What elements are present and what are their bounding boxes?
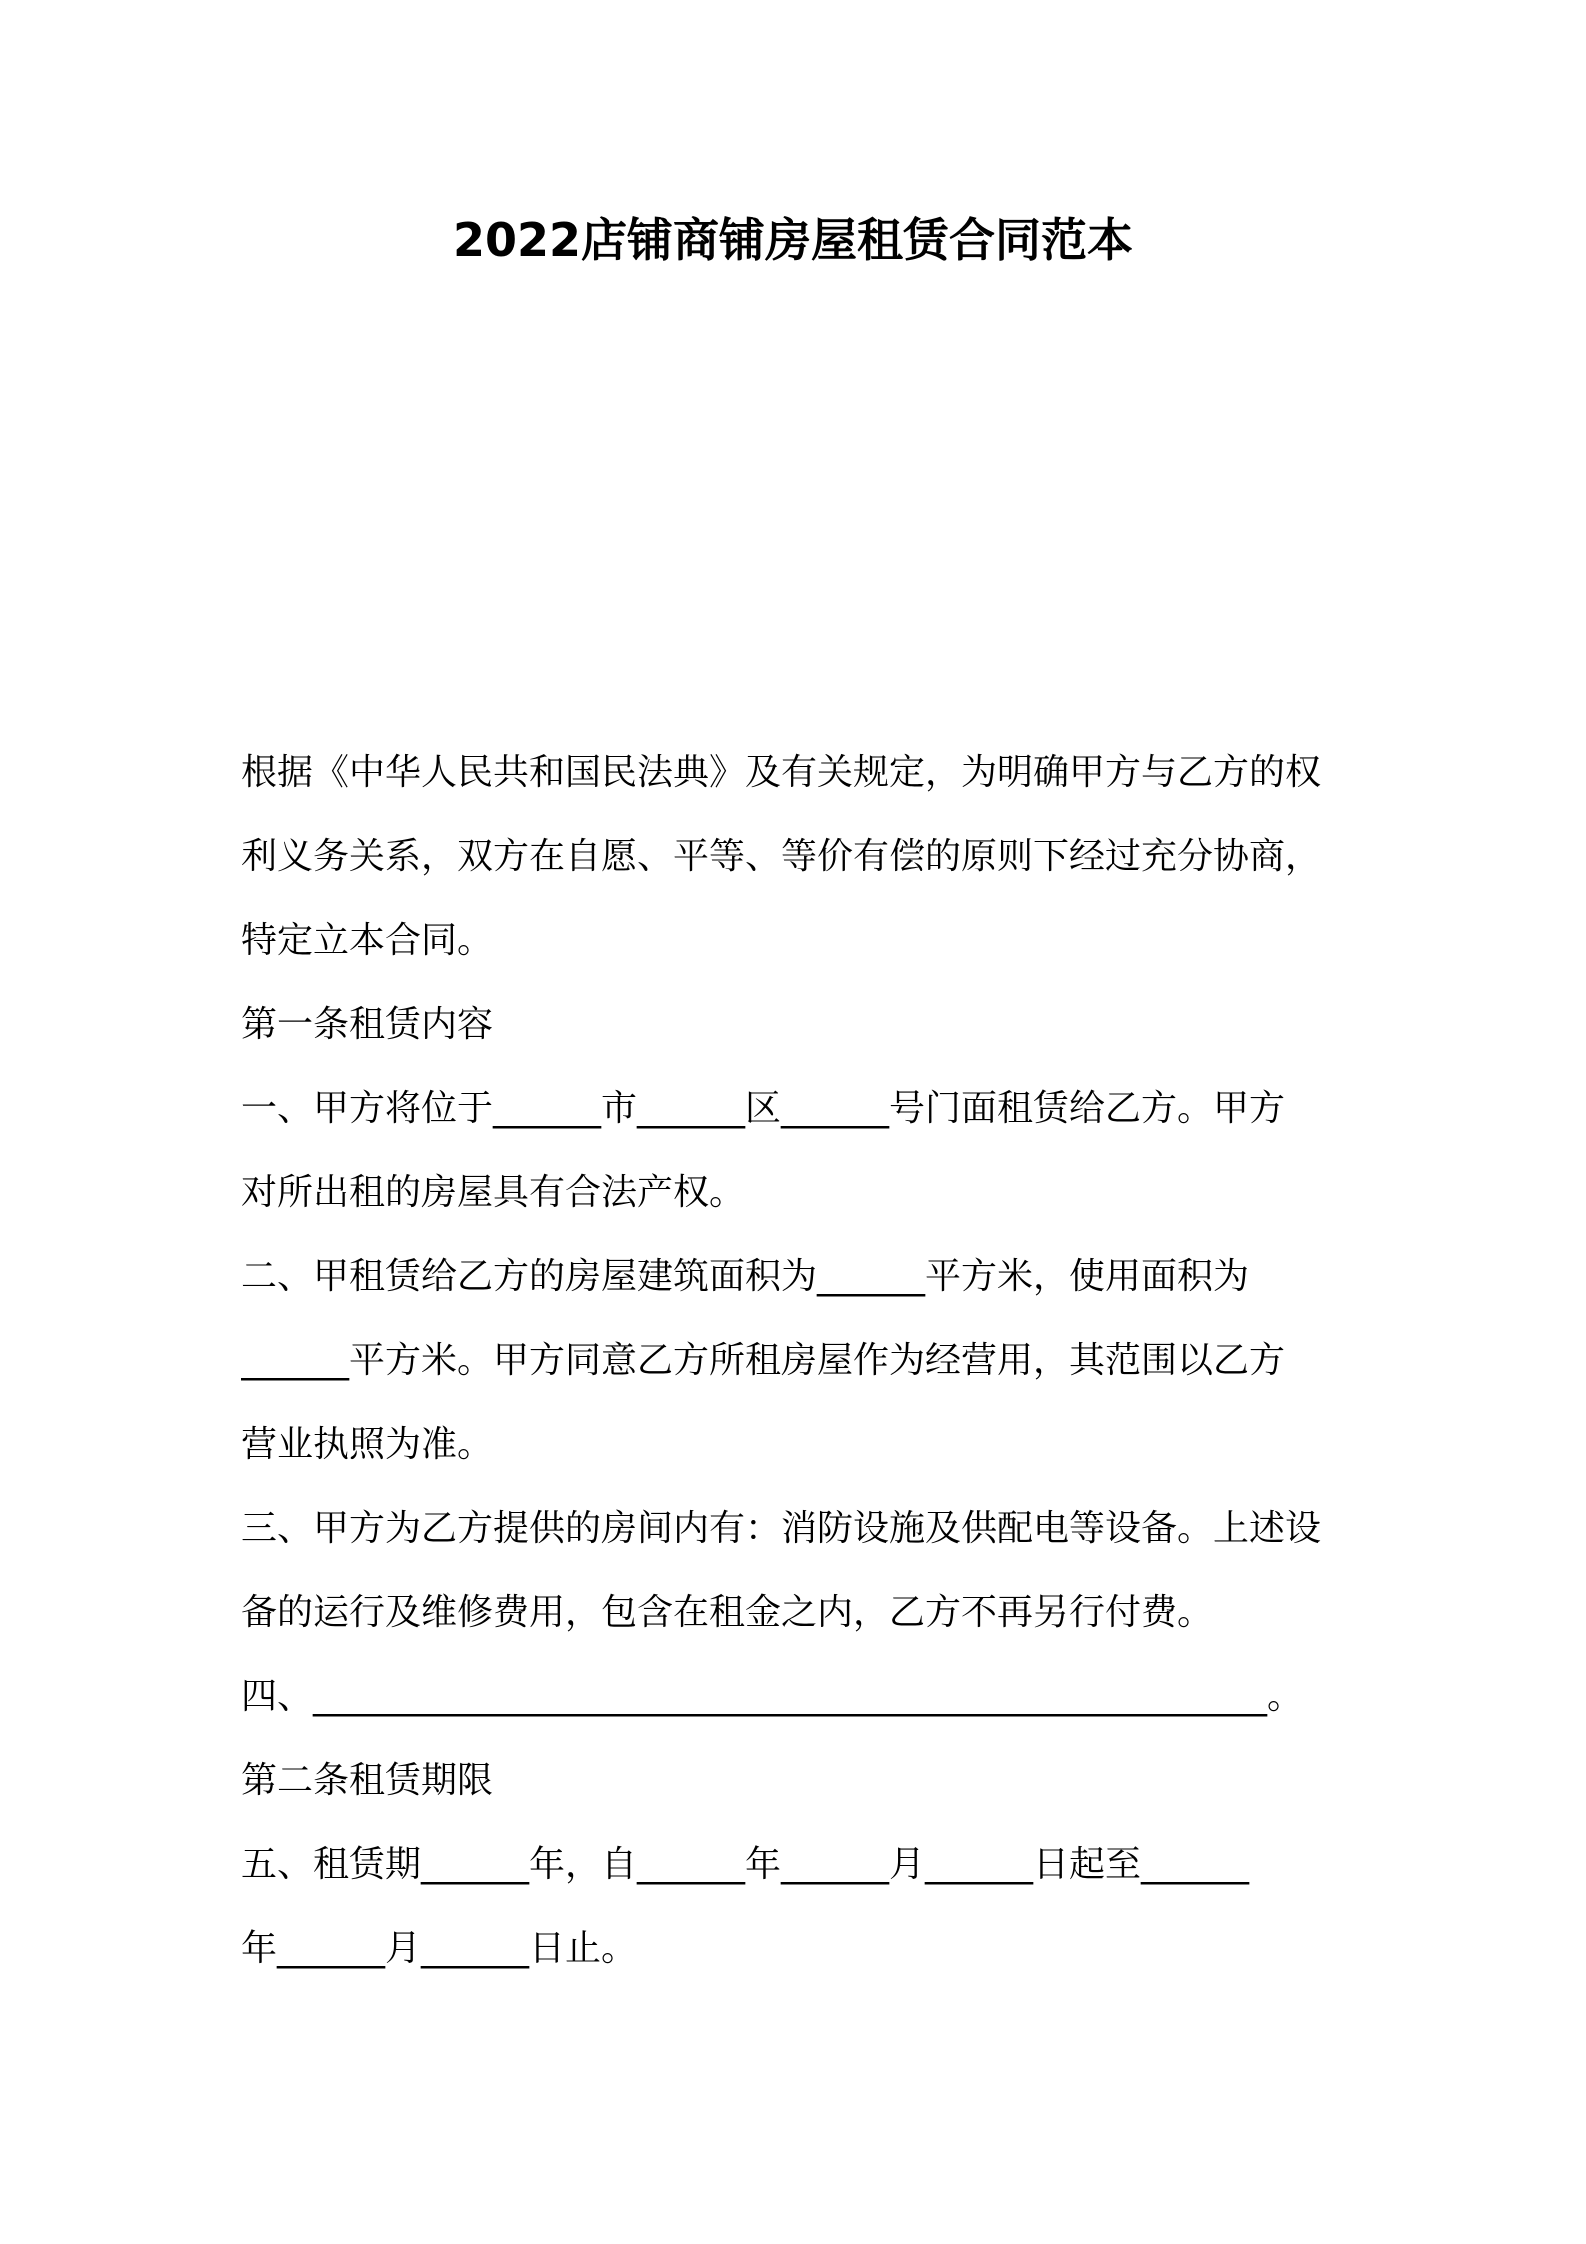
clause2-line-3: 营业执照为准。 <box>241 1424 494 1465</box>
clause5-line-1: 五、租赁期______年，自______年______月______日起至______ <box>241 1844 1250 1885</box>
clause4-line-1: 四、_____________________________________________________。 <box>241 1676 1303 1717</box>
clause3-line-2: 备的运行及维修费用，包含在租金之内，乙方不再另行付费。 <box>241 1592 1214 1633</box>
clause5-line-2: 年______月______日止。 <box>241 1928 638 1969</box>
clause2-line-1: 二、甲租赁给乙方的房屋建筑面积为______平方米，使用面积为 <box>241 1256 1250 1297</box>
preamble-line-1: 根据《中华人民共和国民法典》及有关规定，为明确甲方与乙方的权 <box>241 752 1322 793</box>
clause2-line-2: ______平方米。甲方同意乙方所租房屋作为经营用，其范围以乙方 <box>241 1340 1286 1381</box>
clause3-line-1: 三、甲方为乙方提供的房间内有：消防设施及供配电等设备。上述设 <box>241 1508 1322 1549</box>
document-title: 2022店铺商铺房屋租赁合同范本 <box>452 213 1134 267</box>
article2-heading: 第二条租赁期限 <box>241 1760 494 1801</box>
clause1-line-1: 一、甲方将位于______市______区______号门面租赁给乙方。甲方 <box>241 1088 1286 1129</box>
clause1-line-2: 对所出租的房屋具有合法产权。 <box>241 1172 746 1213</box>
preamble-line-3: 特定立本合同。 <box>241 920 494 961</box>
article1-heading: 第一条租赁内容 <box>241 1004 494 1045</box>
preamble-line-2: 利义务关系，双方在自愿、平等、等价有偿的原则下经过充分协商， <box>241 836 1322 877</box>
